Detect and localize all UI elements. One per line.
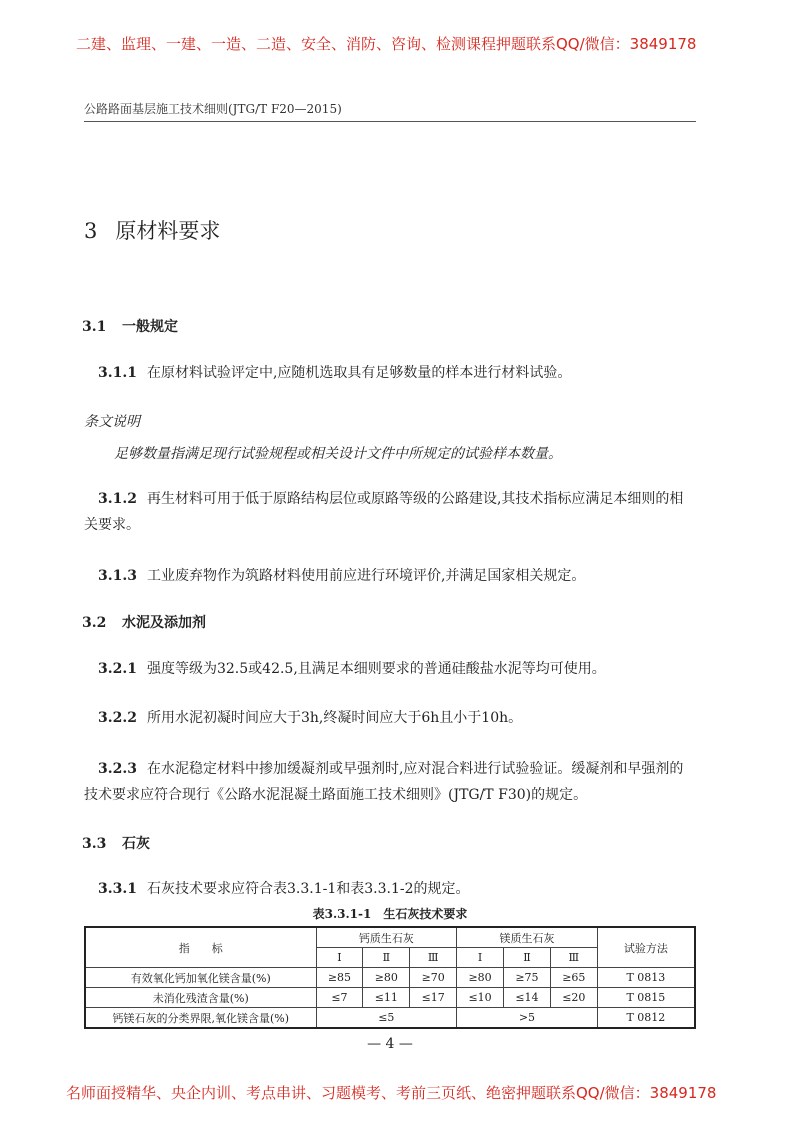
header-calcium: 钙质生石灰 (316, 927, 457, 948)
section-title: 水泥及添加剂 (122, 615, 206, 631)
cell: ≥85 (316, 968, 363, 988)
clause-text: 石灰技术要求应符合表3.3.1-1和表3.3.1-2的规定。 (146, 881, 470, 897)
quicklime-table (84, 926, 696, 1029)
clause-3-1-1 (84, 360, 696, 386)
cell: >5 (457, 1008, 598, 1029)
clause-text: 工业废弃物作为筑路材料使用前应进行环境评价,并满足国家相关规定。 (146, 568, 586, 584)
section-number: 3.1 (82, 319, 107, 335)
row-method: T 0812 (597, 1008, 695, 1029)
section-title: 一般规定 (122, 319, 178, 335)
cell: ≤7 (316, 988, 363, 1008)
cell: ≤20 (550, 988, 597, 1008)
clause-number: 3.3.1 (98, 881, 137, 897)
clause-number: 3.2.3 (98, 761, 137, 777)
header-magnesium: 镁质生石灰 (457, 927, 598, 948)
row-method: T 0813 (597, 968, 695, 988)
clause-number: 3.2.2 (98, 710, 137, 726)
clause-text: 所用水泥初凝时间应大于3h,终凝时间应大于6h且小于10h。 (146, 710, 523, 726)
table-row (85, 968, 695, 988)
clause-3-1-2 (84, 486, 696, 538)
grade-cell: Ⅲ (550, 948, 597, 968)
cell: ≤11 (363, 988, 410, 1008)
header-rule (84, 121, 696, 122)
clause-text: 强度等级为32.5或42.5,且满足本细则要求的普通硅酸盐水泥等均可使用。 (146, 661, 606, 677)
commentary-title: 条文说明 (84, 414, 140, 430)
chapter-number: 3 (84, 219, 98, 243)
clause-number: 3.2.1 (98, 661, 137, 677)
grade-cell: Ⅰ (316, 948, 363, 968)
grade-cell: Ⅰ (457, 948, 504, 968)
row-name: 有效氧化钙加氧化镁含量(%) (85, 968, 316, 988)
table-row (85, 1008, 695, 1029)
clause-number: 3.1.2 (98, 491, 137, 507)
clause-number: 3.1.3 (98, 568, 137, 584)
cell: ≥65 (550, 968, 597, 988)
grade-cell: Ⅲ (410, 948, 457, 968)
clause-3-1-3 (84, 563, 696, 589)
clause-text: 在原材料试验评定中,应随机选取具有足够数量的样本进行材料试验。 (146, 365, 572, 381)
header-indicator: 指 标 (85, 927, 316, 968)
cell: ≤5 (316, 1008, 457, 1029)
row-name: 未消化残渣含量(%) (85, 988, 316, 1008)
chapter-heading (84, 215, 220, 245)
section-title: 石灰 (122, 836, 150, 852)
cell: ≤17 (410, 988, 457, 1008)
chapter-title: 原材料要求 (115, 219, 221, 243)
section-3-1 (82, 316, 178, 336)
clause-3-2-1 (84, 656, 696, 682)
section-3-3 (82, 833, 150, 853)
row-method: T 0815 (597, 988, 695, 1008)
top-banner: 二建、监理、一建、一造、二造、安全、消防、咨询、检测课程押题联系QQ/微信：3849178 (76, 35, 697, 53)
page-number: — 4 — (367, 1036, 413, 1052)
clause-text: 再生材料可用于低于原路结构层位或原路等级的公路建设,其技术指标应满足本细则的相关要求。 (84, 491, 684, 533)
clause-3-2-2 (84, 705, 696, 731)
grade-cell: Ⅱ (504, 948, 551, 968)
table-caption: 表3.3.1-1 生石灰技术要求 (312, 907, 468, 921)
running-header: 公路路面基层施工技术细则(JTG/T F20—2015) (84, 102, 342, 116)
clause-3-3-1 (84, 876, 696, 902)
clause-text: 在水泥稳定材料中掺加缓凝剂或早强剂时,应对混合料进行试验验证。缓凝剂和早强剂的技术要求应符合现行《公路水泥混凝土路面施工技术细则》(JTG/T F30)的规定。 (84, 761, 684, 803)
cell: ≤10 (457, 988, 504, 1008)
cell: ≥70 (410, 968, 457, 988)
commentary-text: 足够数量指满足现行试验规程或相关设计文件中所规定的试验样本数量。 (114, 446, 562, 462)
clause-number: 3.1.1 (98, 365, 137, 381)
bottom-banner: 名师面授精华、央企内训、考点串讲、习题模考、考前三页纸、绝密押题联系QQ/微信：3849178 (66, 1084, 717, 1102)
header-method: 试验方法 (597, 927, 695, 968)
cell: ≥80 (363, 968, 410, 988)
table-header-row (85, 927, 695, 948)
cell: ≤14 (504, 988, 551, 1008)
section-number: 3.3 (82, 836, 107, 852)
section-3-2 (82, 612, 206, 632)
row-name: 钙镁石灰的分类界限,氧化镁含量(%) (85, 1008, 316, 1029)
cell: ≥75 (504, 968, 551, 988)
cell: ≥80 (457, 968, 504, 988)
clause-3-2-3 (84, 756, 696, 808)
grade-cell: Ⅱ (363, 948, 410, 968)
table-row (85, 988, 695, 1008)
section-number: 3.2 (82, 615, 107, 631)
